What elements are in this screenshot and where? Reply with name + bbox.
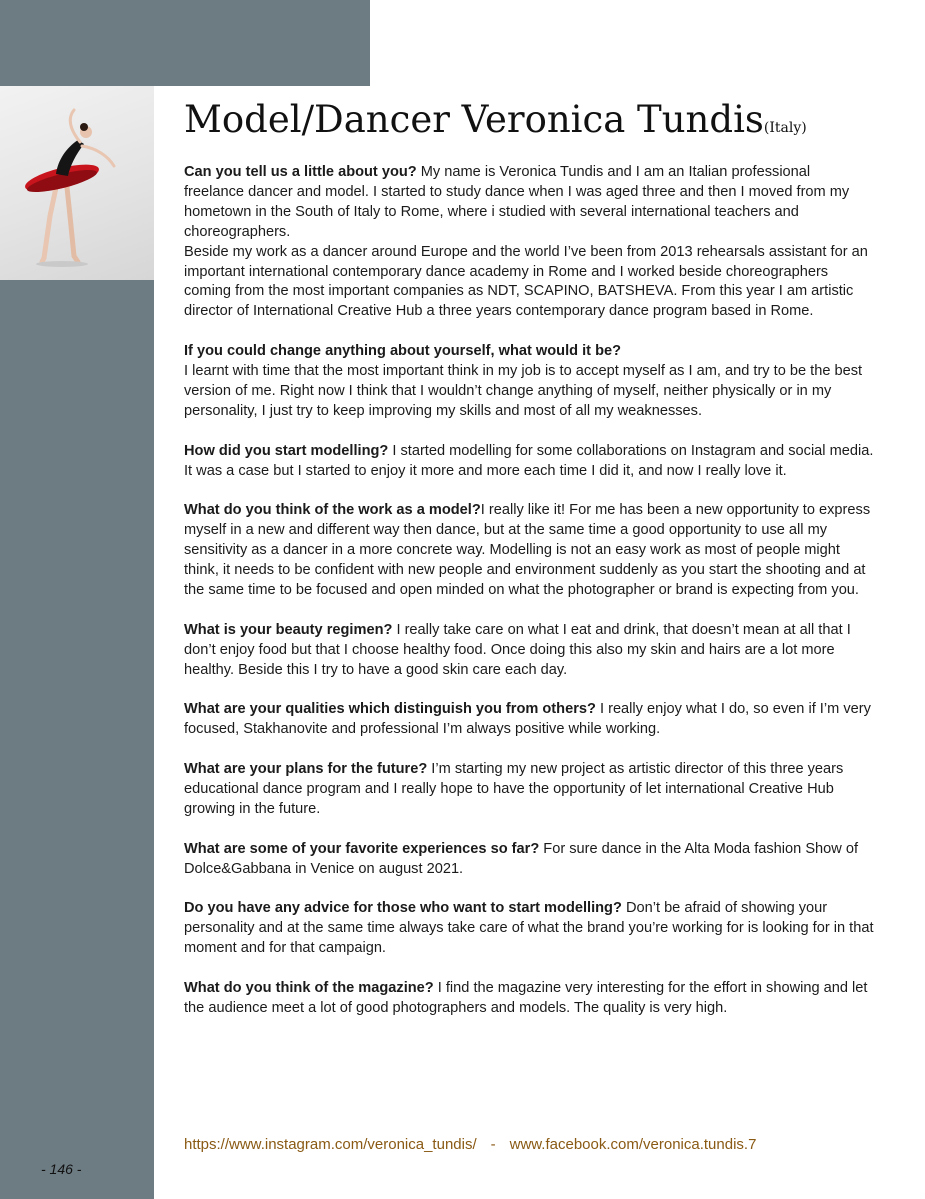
interview-item <box>184 442 874 482</box>
question: If you could change anything about yourself, what would it be? <box>184 343 622 360</box>
page-title: Model/Dancer Veronica Tundis <box>184 98 764 141</box>
facebook-link[interactable]: www.facebook.com/veronica.tundis.7 <box>509 1136 757 1153</box>
answer: I really like it! For me has been a new opportunity to express myself in a new and different way then dance, but at the same time a good opportunity to use all my sensitivity as a dancer in a more concrete way. Modelling is not an easy work as most of people might think, it needs to be confident with new people and environment suddenly as you start the shooting and at the same time to be focused and open minded on what the photographer or brand is expecting from you. <box>184 502 871 598</box>
page-number: - 146 - <box>41 1161 82 1177</box>
ballerina-photo-icon <box>0 86 154 280</box>
top-color-bar <box>0 0 370 86</box>
question: How did you start modelling? <box>184 442 389 459</box>
question: What do you think of the work as a model? <box>184 502 481 519</box>
answer: I learnt with time that the most important think in my job is to accept myself as I am, and try to be the best version of me. Right now I think that I wouldn’t change anything of myself, neither physically or in my personality, I just try to keep improving my skills and most of all my weaknesses. <box>184 363 863 419</box>
interview-item <box>184 760 874 820</box>
instagram-link[interactable]: https://www.instagram.com/veronica_tundis/ <box>184 1136 477 1153</box>
interview-item <box>184 840 874 880</box>
answer: I find the magazine very interesting for the effort in showing and let the audience meet a lot of good photographers and models. The quality is very high. <box>184 980 868 1016</box>
side-color-bar <box>0 280 154 1199</box>
answer: My name is Veronica Tundis and I am an Italian professional freelance dancer and model. I started to study dance when I was aged three and then I moved from my hometown in the South of Italy to Rome, where i studied with several international teachers and choreographers. <box>184 164 850 240</box>
interview-item <box>184 700 874 740</box>
link-separator: - <box>490 1136 496 1153</box>
interview-item <box>184 621 874 681</box>
answer: I’m starting my new project as artistic director of this three years educational dance program and I really hope to have the opportunity of let international Creative Hub growing in the future. <box>184 761 844 817</box>
question: What are some of your favorite experiences so far? <box>184 840 540 857</box>
answer: I started modelling for some collaborations on Instagram and social media. It was a case but I started to enjoy it more and more each time I did it, and now I really love it. <box>184 442 874 479</box>
question: Can you tell us a little about you? <box>184 164 417 180</box>
question: What are your qualities which distinguish you from others? <box>184 701 596 718</box>
answer: I really take care on what I eat and drink, that doesn’t mean at all that I don’t enjoy food but that I choose healthy food. Once doing this also my skin and hairs are a lot more healthy. Beside this I try to have a good skin care each day. <box>184 621 851 678</box>
dancer-photo <box>0 86 154 280</box>
question: Do you have any advice for those who want to start modelling? <box>184 900 622 917</box>
answer: Don’t be afraid of showing your personality and at the same time always take care of what the brand you’re working for is looking for in that moment and for that campaign. <box>184 900 874 957</box>
interview-item <box>184 501 874 601</box>
interview-item <box>184 979 874 1019</box>
interview-body <box>184 163 874 1039</box>
question: What is your beauty regimen? <box>184 621 393 638</box>
interview-item <box>184 163 874 322</box>
answer: I really enjoy what I do, so even if I’m very focused, Stakhanovite and professional I’m always positive while working. <box>184 701 871 738</box>
interview-item <box>184 899 874 959</box>
article-header <box>184 98 807 141</box>
question: What do you think of the magazine? <box>184 980 434 997</box>
answer: For sure dance in the Alta Moda fashion Show of Dolce&Gabbana in Venice on august 2021. <box>184 840 859 877</box>
interview-item <box>184 342 874 422</box>
country-label: (Italy) <box>763 120 807 136</box>
social-links <box>184 1136 884 1153</box>
answer-continued: Beside my work as a dancer around Europe and the world I’ve been from 2013 rehearsals assistant for an important international contemporary dance academy in Rome and I worked beside choreographers coming from the most important companies as NDT, SCAPINO, BATSHEVA. From this year I am artistic director of International Creative Hub a three years contemporary dance program based in Rome. <box>184 243 868 320</box>
question: What are your plans for the future? <box>184 761 428 778</box>
